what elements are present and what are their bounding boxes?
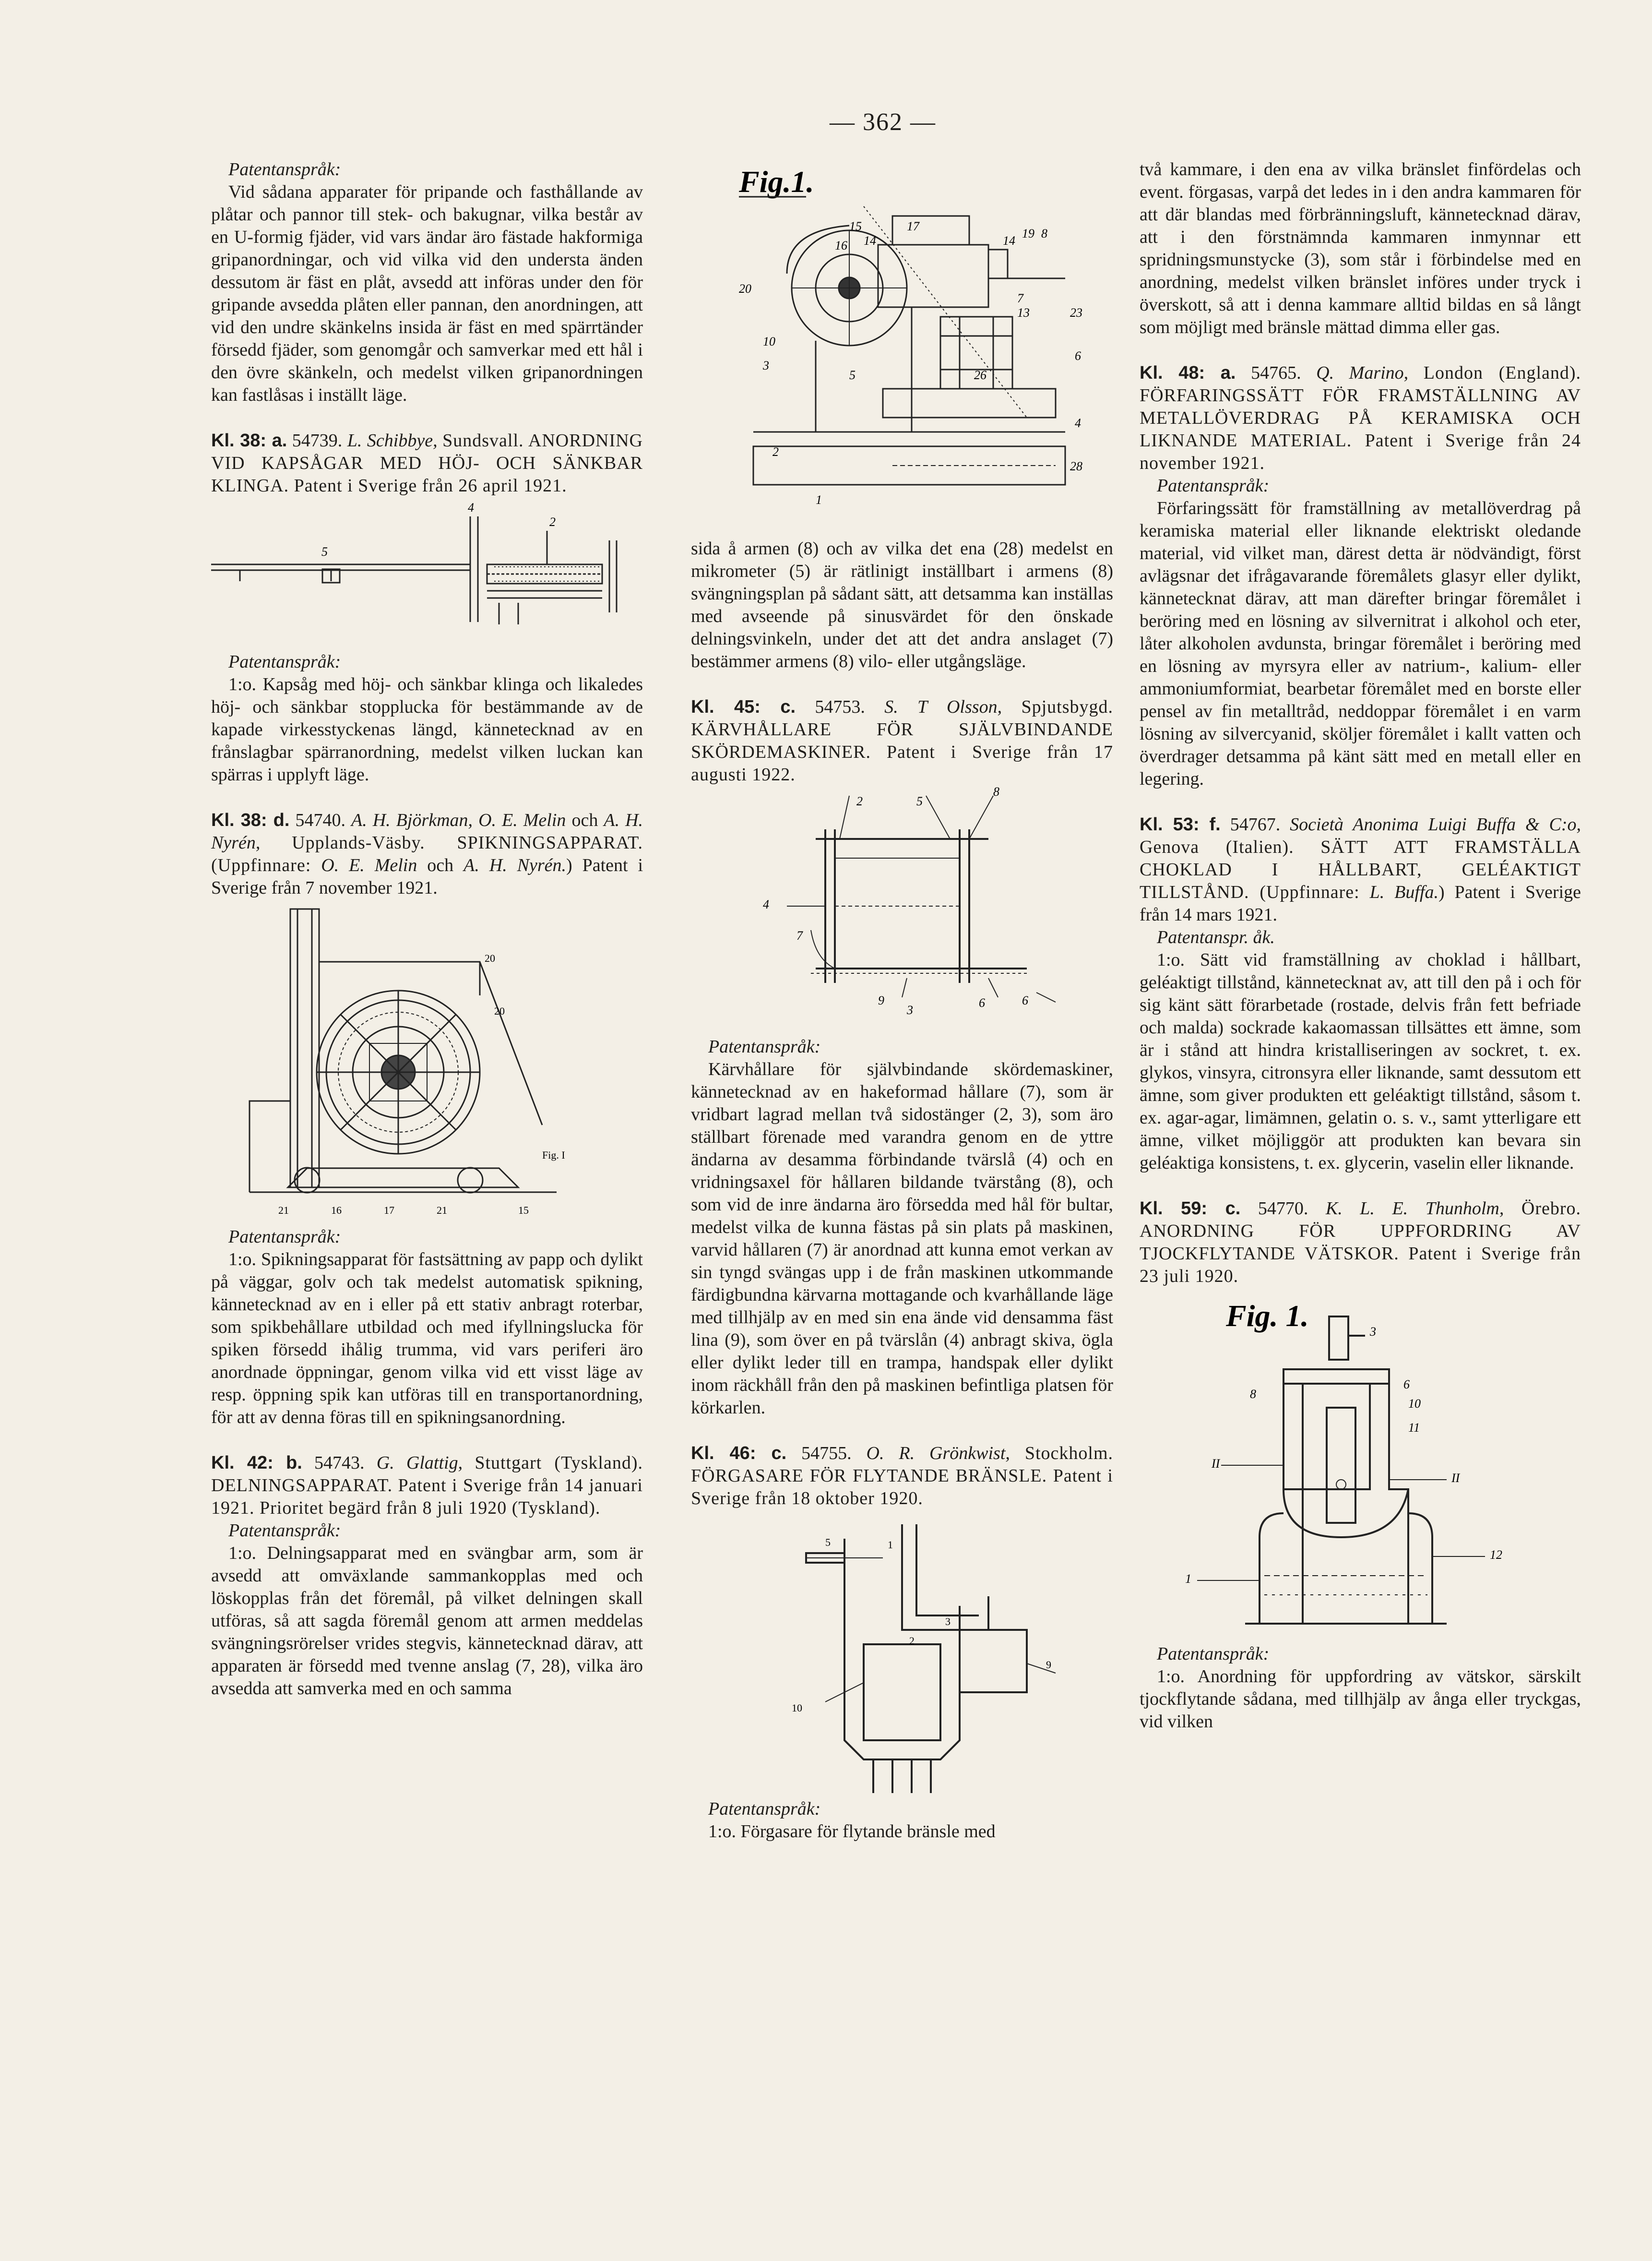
fig-label: 21	[437, 1204, 447, 1216]
fig-label: 10	[763, 335, 775, 348]
fig-label: 4	[763, 897, 769, 911]
fig-label: 8	[1041, 227, 1047, 240]
patent-entry-54767: Kl. 53: f. 54767. Società Anonima Luigi Buffa & C:o, Genova (Italien). SÄTT ATT FRAMSTÄLLA CHOKLAD I HÅLLBART, GELÉAKTIGT TILLSTÅND. (Uppfinnare: L. Buffa.) Patent i Sverige från 14 mars 1921.	[1140, 814, 1581, 925]
fig-label: 14	[1003, 234, 1015, 248]
claim-text: 1:o. Delningsapparat med en svängbar arm, som är avsedd att omväxlande sammankopplas med och löskopplas från det föremål, på vilket delningen skall utföras, så att sagda föremål genom att armen meddelas svängningsrörelser vrides stegvis, kännetecknad därav, att apparaten är försedd med tvenne anslag (7, 28), vilka äro avsedda att samverka med en och samma	[211, 1543, 643, 1699]
patent-entry-54770: Kl. 59: c. 54770. K. L. E. Thunholm, Örebro. ANORDNING FÖR UPPFORDRING AV TJOCKFLYTANDE VÄTSKOR. Patent i Sverige från 23 juli 1920.	[1140, 1198, 1581, 1286]
fig-label: 8	[993, 786, 999, 799]
fig-label: 15	[849, 219, 862, 233]
claim-text: Förfaringssätt för framställning av metallöverdrag på keramiska material eller liknande elektriskt oledande material, vid vilket man, därest detta är nödvändigt, först avlägsnar det ifrågavarande föremålets glasyr eller dylikt, kännetecknat därav, att man därefter bringar föremålet i beröring med en lösning av silvernitrat i alkohol och eter, låter alkoholen avdunsta, bringar föremålet i beröring med en lösning av myrsyra eller av natrium-, kalium- eller ammoniumformiat, bearbetar föremålet med en borste eller pensel av fin metalltråd, neddoppar föremålet i en varm lösning av silvercyanid, sköljer föremålet i kallt vatten och överdrager detsamma på känt sätt med en metall eller en legering.	[1140, 498, 1581, 789]
claim-label: Patentanspråk:	[1157, 1644, 1270, 1664]
fig-label: 16	[835, 239, 847, 252]
fig-label: 10	[1408, 1397, 1421, 1411]
fig-label: II	[1212, 1457, 1220, 1471]
fig-label: 2	[909, 1635, 915, 1647]
claim-text: 1:o. Kapsåg med höj- och sänkbar klinga och likaledes höj- och sänkbar stopplucka för bestämmande av de kapade virkesstyckenas längd, kännetecknad av en frånslagbar spärranordning, medelst vilken luckan kan spärras i upplyft läge.	[211, 674, 643, 785]
fig-label: 3	[763, 359, 769, 372]
figure-spikningsapparat	[211, 899, 643, 1226]
fig-label: 10	[792, 1702, 802, 1714]
fig-label: 26	[974, 368, 986, 382]
claim-text-continued: två kammare, i den ena av vilka bränslet finfördelas och event. förgasas, varpå det ledes in i den andra kammaren för att där blandas med förbränningsluft, kännetecknad därav, att i den förstnämnda kammaren inmynnar ett spridningsmunstycke (3), som står i förbindelse med en anordning, medelst vilken bränslet införes under tryck i överskott, så att i denna kammare alltid bildas en så långt som möjligt med bränsle mättad dimma eller gas.	[1140, 159, 1581, 337]
patent-entry-54743: Kl. 42: b. 54743. G. Glattig, Stuttgart (Tyskland). DELNINGSAPPARAT. Patent i Sverige från 14 januari 1921. Prioritet begärd från 8 juli 1920 (Tyskland).	[211, 1453, 643, 1518]
fig-label: 17	[384, 1204, 394, 1216]
fig-label: 9	[1046, 1659, 1051, 1671]
figure-karvhallare	[691, 786, 1113, 1036]
claim-label: Patentanspråk:	[708, 1037, 821, 1057]
fig-label: 9	[878, 993, 884, 1007]
fig-label: 5	[321, 545, 328, 559]
fig-label: 3	[945, 1615, 951, 1627]
figure-delningsapparat	[691, 158, 1113, 538]
claim-label: Patentanspråk:	[228, 159, 341, 179]
patent-entry-54765: Kl. 48: a. 54765. Q. Marino, London (England). FÖRFARINGSSÄTT FÖR FRAMSTÄLLNING AV METALLÖVERDRAG PÅ KERAMISKA OCH LIKNANDE MATERIAL. Patent i Sverige från 24 november 1921.	[1140, 363, 1581, 473]
fig-label: 1	[888, 1539, 893, 1551]
fig-label: 1	[816, 493, 822, 507]
fig-label: 5	[849, 368, 856, 382]
claim-text-continued: sida å armen (8) och av vilka det ena (28) medelst en mikrometer (5) är rätlinigt inställbart i armens (8) svängningsplan på sådant sätt, att detsamma kan inställas med avseende på sinusvärdet för den önskade delningsvinkeln, under det att det andra anslaget (7) bestämmer armens (8) vilo- eller utgångsläge.	[691, 538, 1113, 671]
right-column	[1140, 158, 1581, 1733]
patent-entry-54753: Kl. 45: c. 54753. S. T Olsson, Spjutsbygd. KÄRVHÅLLARE FÖR SJÄLVBINDANDE SKÖRDEMASKINER. Patent i Sverige från 17 augusti 1922.	[691, 697, 1113, 785]
fig-label: 19	[1022, 227, 1034, 240]
left-column	[211, 158, 643, 1700]
fig-label: 6	[1022, 993, 1028, 1007]
claim-label: Patentanspr. åk.	[1157, 927, 1275, 947]
patent-entry-54739: Kl. 38: a. 54739. L. Schibbye, Sundsvall. ANORDNING VID KAPSÅGAR MED HÖJ- OCH SÄNKBAR KLINGA. Patent i Sverige från 26 april 1921.	[211, 431, 643, 496]
claim-label: Patentanspråk:	[228, 1227, 341, 1247]
fig-label: 2	[773, 445, 779, 459]
claim-text: 1:o. Förgasare för flytande bränsle med	[708, 1821, 996, 1842]
claim-text: 1:o. Anordning för uppfordring av vätskor, särskilt tjockflytande sådana, med tillhjälp av ånga eller tryckgas, vid vilken	[1140, 1666, 1581, 1732]
claim-label: Patentanspråk:	[1157, 476, 1270, 496]
fig-label: 11	[1408, 1421, 1420, 1435]
fig-label: 28	[1070, 459, 1082, 473]
claim-text: 1:o. Sätt vid framställning av choklad i hållbart, geléaktigt tillstånd, kännetecknat av, att till den på i och för sig känt sätt förarbetade (rostade, delvis från fett befriade och malda) sockrade kakaomassan tillsättes ett ämne, som är i stånd att hindra kristalliseringen av sockret, t. ex. glykos, vinsyra, citronsyra eller liknande, samt dessutom ett ämne, som giver produkten ett geléaktigt tillstånd, såsom t. ex. agar-agar, limämnen, gelatin o. s. v., samt ytterligare ett ämne, vilket möjliggör att produkten kan bevara sin geléaktiga konsistens, t. ex. glycerin, vaselin eller liknande.	[1140, 950, 1581, 1173]
fig-label: 4	[1075, 416, 1081, 430]
fig-label: 3	[907, 1003, 913, 1017]
figure-title: Fig.1.	[739, 165, 814, 199]
claim-text: Kärvhållare för självbindande skördemaskiner, kännetecknad av en hakeformad hållare (7), som är vridbart lagrad mellan två sidostänger (2, 3), som äro ställbart förenade med varandra genom en de yttre ändarna av desamma förbindande tvärslå (4) och en vridningsaxel för hållaren bildande tvärstång (8), och som vid de inre ändarna äro försedda med hål för bultar, medelst vilka de kunna fästas på sin plats på maskinen, varvid hållaren (7) är anordnad att kunna emot verkan av sin tyngd svängas upp i de från maskinen utkommande färdigbundna kärvarna mottagande och kvarhållande läge med tillhjälp av en med sin ena ände vid densamma fäst lina (9), som över en på tvärslån (4) anbragt skiva, ögla eller dylikt leder till en trampa, handspak eller dylikt inom räckhåll från den på maskinen befintliga platsen för körkarlen.	[691, 1059, 1113, 1418]
fig-label: 20	[739, 282, 751, 296]
patent-entry-54740: Kl. 38: d. 54740. A. H. Björkman, O. E. Melin och A. H. Nyrén, Upplands-Väsby. SPIKNINGSAPPARAT. (Uppfinnare: O. E. Melin och A. H. Nyrén.) Patent i Sverige från 7 november 1921.	[211, 810, 643, 898]
fig-label: 1	[1185, 1572, 1191, 1586]
fig-label: 20	[485, 952, 495, 964]
middle-column	[691, 158, 1113, 1843]
fig-label: 3	[1370, 1325, 1376, 1339]
fig-label: 4	[468, 501, 474, 514]
fig-label: 17	[907, 219, 919, 233]
claim-text: Vid sådana apparater för pripande och fasthållande av plåtar och pannor till stek- och bakugnar, vilka består av en U-formig fjäder, vid vars ändar äro fästade hakformiga gripanordningar, och vid vilka vid den understa änden dessutom är fäst en plåt, avsedd att införas under den för gripande avsedda plåten eller pannan, den anordningen, att vid den undre skänkelns insida är fäst en med spärrtänder försedd fjäder, som genomgår och samverkar med ett hål i den övre skänkeln, och medelst vilken gripanordningen kan fastlåsas i inställt läge.	[211, 182, 643, 405]
fig-label: 20	[494, 1005, 505, 1017]
claim-text: 1:o. Spikningsapparat för fastsättning av papp och dylikt på väggar, golv och tak medelst automatisk spikning, kännetecknad av en i eller på ett stativ anbragt roterbar, som spikbehållare utbildad och med ifyllningslucka för spiken försedd ihålig trumma, vid vars periferi äro anordnade öppningar, genom vilka vid ett visst läge av resp. öppning spik kan utföras till en transportanordning, för att av denna föras till en spikningsanordning.	[211, 1249, 643, 1427]
fig-label: 8	[1250, 1387, 1256, 1401]
claim-label: Patentanspråk:	[708, 1799, 821, 1819]
figure-title: Fig. 1.	[1226, 1299, 1309, 1333]
page-number: — 362 —	[830, 108, 936, 136]
fig-label: 21	[278, 1204, 289, 1216]
claim-label: Patentanspråk:	[228, 652, 341, 672]
fig-label: 12	[1490, 1548, 1502, 1562]
fig-label: 13	[1017, 306, 1030, 320]
figure-kapsag	[211, 497, 643, 651]
fig-label: 2	[856, 794, 863, 808]
fig-label: 14	[864, 234, 876, 248]
fig-label: 16	[331, 1204, 342, 1216]
fig-label: 6	[1075, 349, 1081, 363]
fig-label: II	[1451, 1471, 1460, 1485]
fig-label: 6	[1403, 1377, 1410, 1391]
fig-label: 7	[796, 929, 803, 943]
fig-label: 2	[549, 515, 556, 529]
fig-label: 6	[979, 996, 985, 1010]
fig-label: 5	[825, 1536, 831, 1548]
patent-entry-54755: Kl. 46: c. 54755. O. R. Grönkwist, Stockholm. FÖRGASARE FÖR FLYTANDE BRÄNSLE. Patent i Sverige från 18 oktober 1920.	[691, 1443, 1114, 1508]
fig-label: Fig. I	[542, 1149, 565, 1161]
claim-label: Patentanspråk:	[228, 1520, 341, 1541]
figure-uppfordring	[1140, 1288, 1581, 1643]
fig-label: 15	[518, 1204, 529, 1216]
figure-forgasare	[691, 1510, 1113, 1798]
fig-label: 23	[1070, 306, 1082, 320]
fig-label: 7	[1017, 291, 1023, 305]
fig-label: 5	[916, 794, 923, 808]
